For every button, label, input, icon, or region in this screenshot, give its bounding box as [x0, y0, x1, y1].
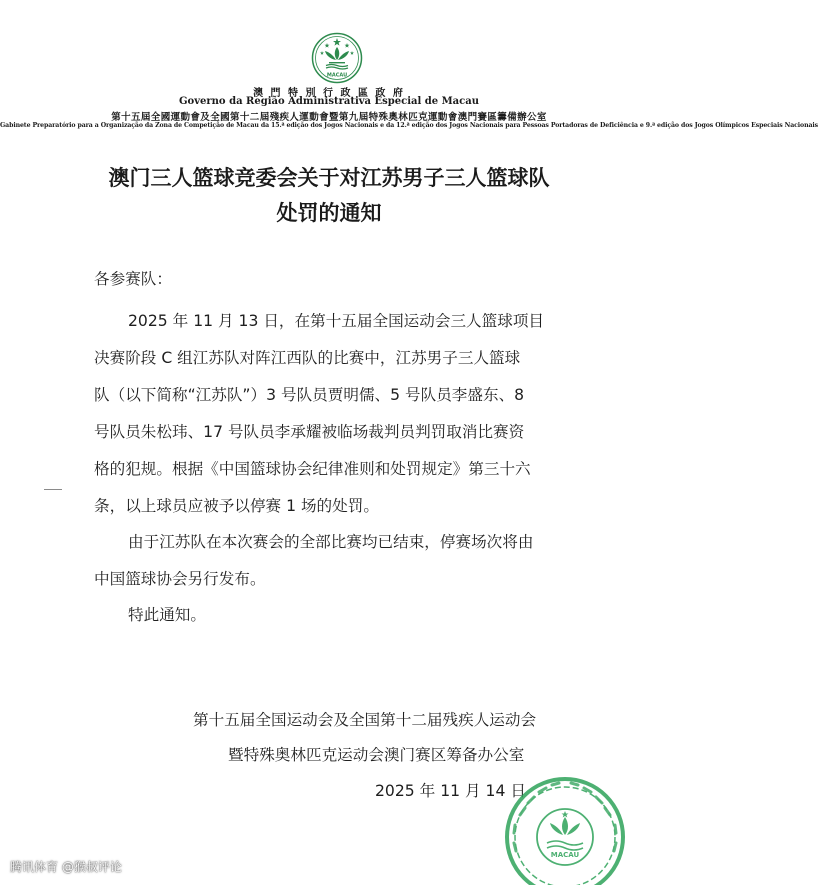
- letterhead-portuguese-government: Governo da Região Administrativa Especial de Macau: [179, 96, 479, 107]
- body-line-5: 格的犯规。根据《中国篮球协会纪律准则和处罚规定》第三十六: [94, 460, 531, 478]
- body-line-2: 决赛阶段 C 组江苏队对阵江西队的比赛中，江苏男子三人篮球: [94, 349, 521, 367]
- margin-mark: [44, 489, 62, 490]
- issue-date: 2025 年 11 月 14 日: [375, 782, 526, 800]
- body-line-7: 由于江苏队在本次赛会的全部比赛均已结束，停赛场次将由: [128, 533, 534, 551]
- salutation: 各参赛队：: [94, 270, 172, 288]
- body-line-6: 条，以上球员应被予以停赛 1 场的处罚。: [94, 497, 379, 515]
- letterhead-portuguese-office: Gabinete Preparatório para a Organização da Zona de Competição de Macau da 15.ª edição dos Jogos Nacionais e da 12.ª edição dos Jogos Nacionais para Pessoas Portadoras de Deficiência e 9.ª edição dos Jogos Olímpicos Especiais Nacionais: [0, 122, 818, 129]
- body-line-8: 中国篮球协会另行发布。: [94, 570, 266, 588]
- body-line-1: 2025 年 11 月 13 日，在第十五届全国运动会三人篮球项目: [128, 312, 545, 330]
- official-seal-icon: [495, 775, 635, 885]
- macau-emblem-icon: [311, 32, 363, 84]
- notice-title-line2: 处罚的通知: [276, 200, 382, 225]
- letterhead-chinese-office: 第十五屆全國運動會及全國第十二屆殘疾人運動會暨第九屆特殊奧林匹克運動會澳門賽區籌備辦公室: [111, 112, 547, 123]
- emblem-label: MACAU: [326, 72, 348, 79]
- signature-line-2: 暨特殊奥林匹克运动会澳门赛区筹备办公室: [228, 746, 525, 764]
- closing-line: 特此通知。: [128, 606, 206, 624]
- seal-label: MACAU: [550, 851, 580, 859]
- body-line-4: 号队员朱松玮、17 号队员李承耀被临场裁判员判罚取消比赛资: [94, 423, 525, 441]
- body-line-3: 队（以下简称“江苏队”）3 号队员贾明儒、5 号队员李盛东、8: [94, 386, 525, 404]
- watermark-text: 腾讯体育 @猴叔评论: [10, 860, 122, 874]
- signature-line-1: 第十五届全国运动会及全国第十二届残疾人运动会: [193, 711, 537, 729]
- notice-title-line1: 澳门三人篮球竞委会关于对江苏男子三人篮球队: [108, 165, 550, 190]
- letterhead-chinese-government: 澳 門 特 別 行 政 區 政 府: [253, 88, 405, 99]
